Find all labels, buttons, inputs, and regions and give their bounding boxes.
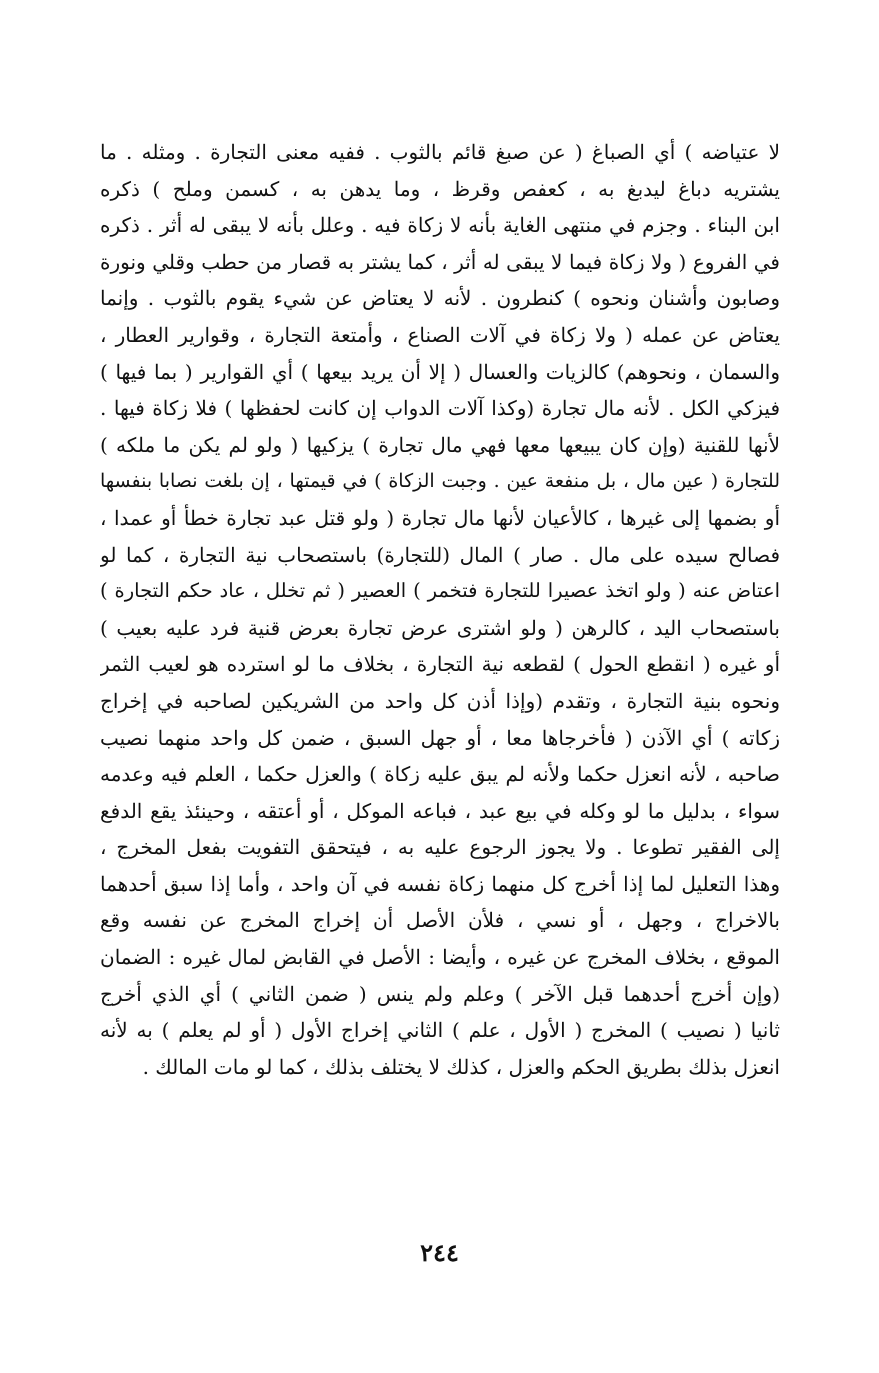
text-line: صاحبه ، لأنه انعزل حكما ولأنه لم يبق عليه زكاة ) والعزل حكما ، العلم فيه وعدمه [100, 762, 780, 787]
text-line: إلى الفقير تطوعا . ولا يجوز الرجوع عليه به ، فيتحقق التفويت بفعل المخرج ، [100, 835, 780, 860]
text-line: أو بضمها إلى غيرها ، كالأعيان لأنها مال تجارة ( ولو قتل عبد تجارة خطأ أو عمدا ، [100, 505, 780, 530]
text-line: ثانيا ( نصيب ) المخرج ( الأول ، علم ) الثاني إخراج الأول ( أو لم يعلم ) به لأنه [100, 1018, 780, 1043]
text-line: انعزل بذلك بطريق الحكم والعزل ، كذلك لا يختلف بذلك ، كما لو مات المالك . [142, 1054, 780, 1079]
text-line: باستصحاب اليد ، كالرهن ( ولو اشترى عرض تجارة بعرض قنية فرد عليه بعيب ) [100, 615, 780, 640]
text-line: وصابون وأشنان ونحوه ) كنطرون . لأنه لا يعتاض عن شيء يقوم بالثوب . وإنما [100, 286, 780, 311]
text-line: فصالح سيده على مال . صار ) المال (للتجارة) باستصحاب نية التجارة ، كما لو [100, 542, 780, 567]
text-line: أو غيره ( انقطع الحول ) لقطعه نية التجارة ، بخلاف ما لو استرده هو لعيب الثمر [100, 652, 780, 677]
text-line: زكاته ) أي الآذن ( فأخرجاها معا ، أو جهل السبق ، ضمن كل واحد منهما نصيب [100, 725, 780, 750]
text-line: لأنها للقنية (وإن كان يبيعها معها فهي مال تجارة ) يزكيها ( ولو لم يكن ما ملكه ) [100, 432, 780, 457]
text-line: يشتريه دباغ ليدبغ به ، كعفص وقرظ ، وما يدهن به ، كسمن وملح ) ذكره [100, 176, 780, 201]
page-number: ٢٤٤ [420, 1238, 459, 1267]
text-line: ونحوه بنية التجارة ، وتقدم (وإذا أذن كل واحد من الشريكين لصاحبه في إخراج [100, 688, 780, 713]
text-line: ابن البناء . وجزم في منتهى الغاية بأنه لا زكاة فيه . وعلل بأنه لا يبقى له أثر . ذكره [100, 213, 780, 238]
text-line: في الفروع ( ولا زكاة فيما لا يبقى له أثر ، كما يشتر به قصار من حطب وقلي ونورة [100, 249, 780, 274]
text-line: وهذا التعليل لما إذا أخرج كل منهما زكاة نفسه في آن واحد ، وأما إذا سبق أحدهما [100, 871, 780, 896]
text-line: الموقع ، بخلاف المخرج عن غيره ، وأيضا : الأصل في القابض لمال غيره : الضمان [100, 945, 780, 970]
text-line: يعتاض عن عمله ( ولا زكاة في آلات الصناع ، وأمتعة التجارة ، وقوارير العطار ، [100, 322, 780, 347]
text-line: والسمان ، ونحوهم) كالزيات والعسال ( إلا أن يريد بيعها ) أي القوارير ( بما فيها ) [100, 359, 780, 384]
text-line: اعتاض عنه ( ولو اتخذ عصيرا للتجارة فتخمر ) العصير ( ثم تخلل ، عاد حكم التجارة ) [100, 579, 780, 603]
text-line: للتجارة ( عين مال ، بل منفعة عين . وجبت الزكاة ) في قيمتها ، إن بلغت نصابا بنفسها [100, 470, 780, 493]
text-line: (وإن أخرج أحدهما قبل الآخر ) وعلم ولم ينس ( ضمن الثاني ) أي الذي أخرج [100, 981, 780, 1006]
text-line: لا عتياضه ) أي الصباغ ( عن صبغ قائم بالثوب . ففيه معنى التجارة . ومثله . ما [100, 140, 780, 164]
text-line: سواء ، بدليل ما لو وكله في بيع عبد ، فباعه الموكل ، أو أعتقه ، وحينئذ يقع الدفع [100, 798, 780, 823]
text-line: فيزكي الكل . لأنه مال تجارة (وكذا آلات الدواب إن كانت لحفظها ) فلا زكاة فيها . [100, 396, 780, 421]
text-line: بالاخراج ، وجهل ، أو نسي ، فلأن الأصل أن إخراج المخرج عن نفسه وقع [100, 908, 780, 933]
body-text [100, 134, 780, 1085]
